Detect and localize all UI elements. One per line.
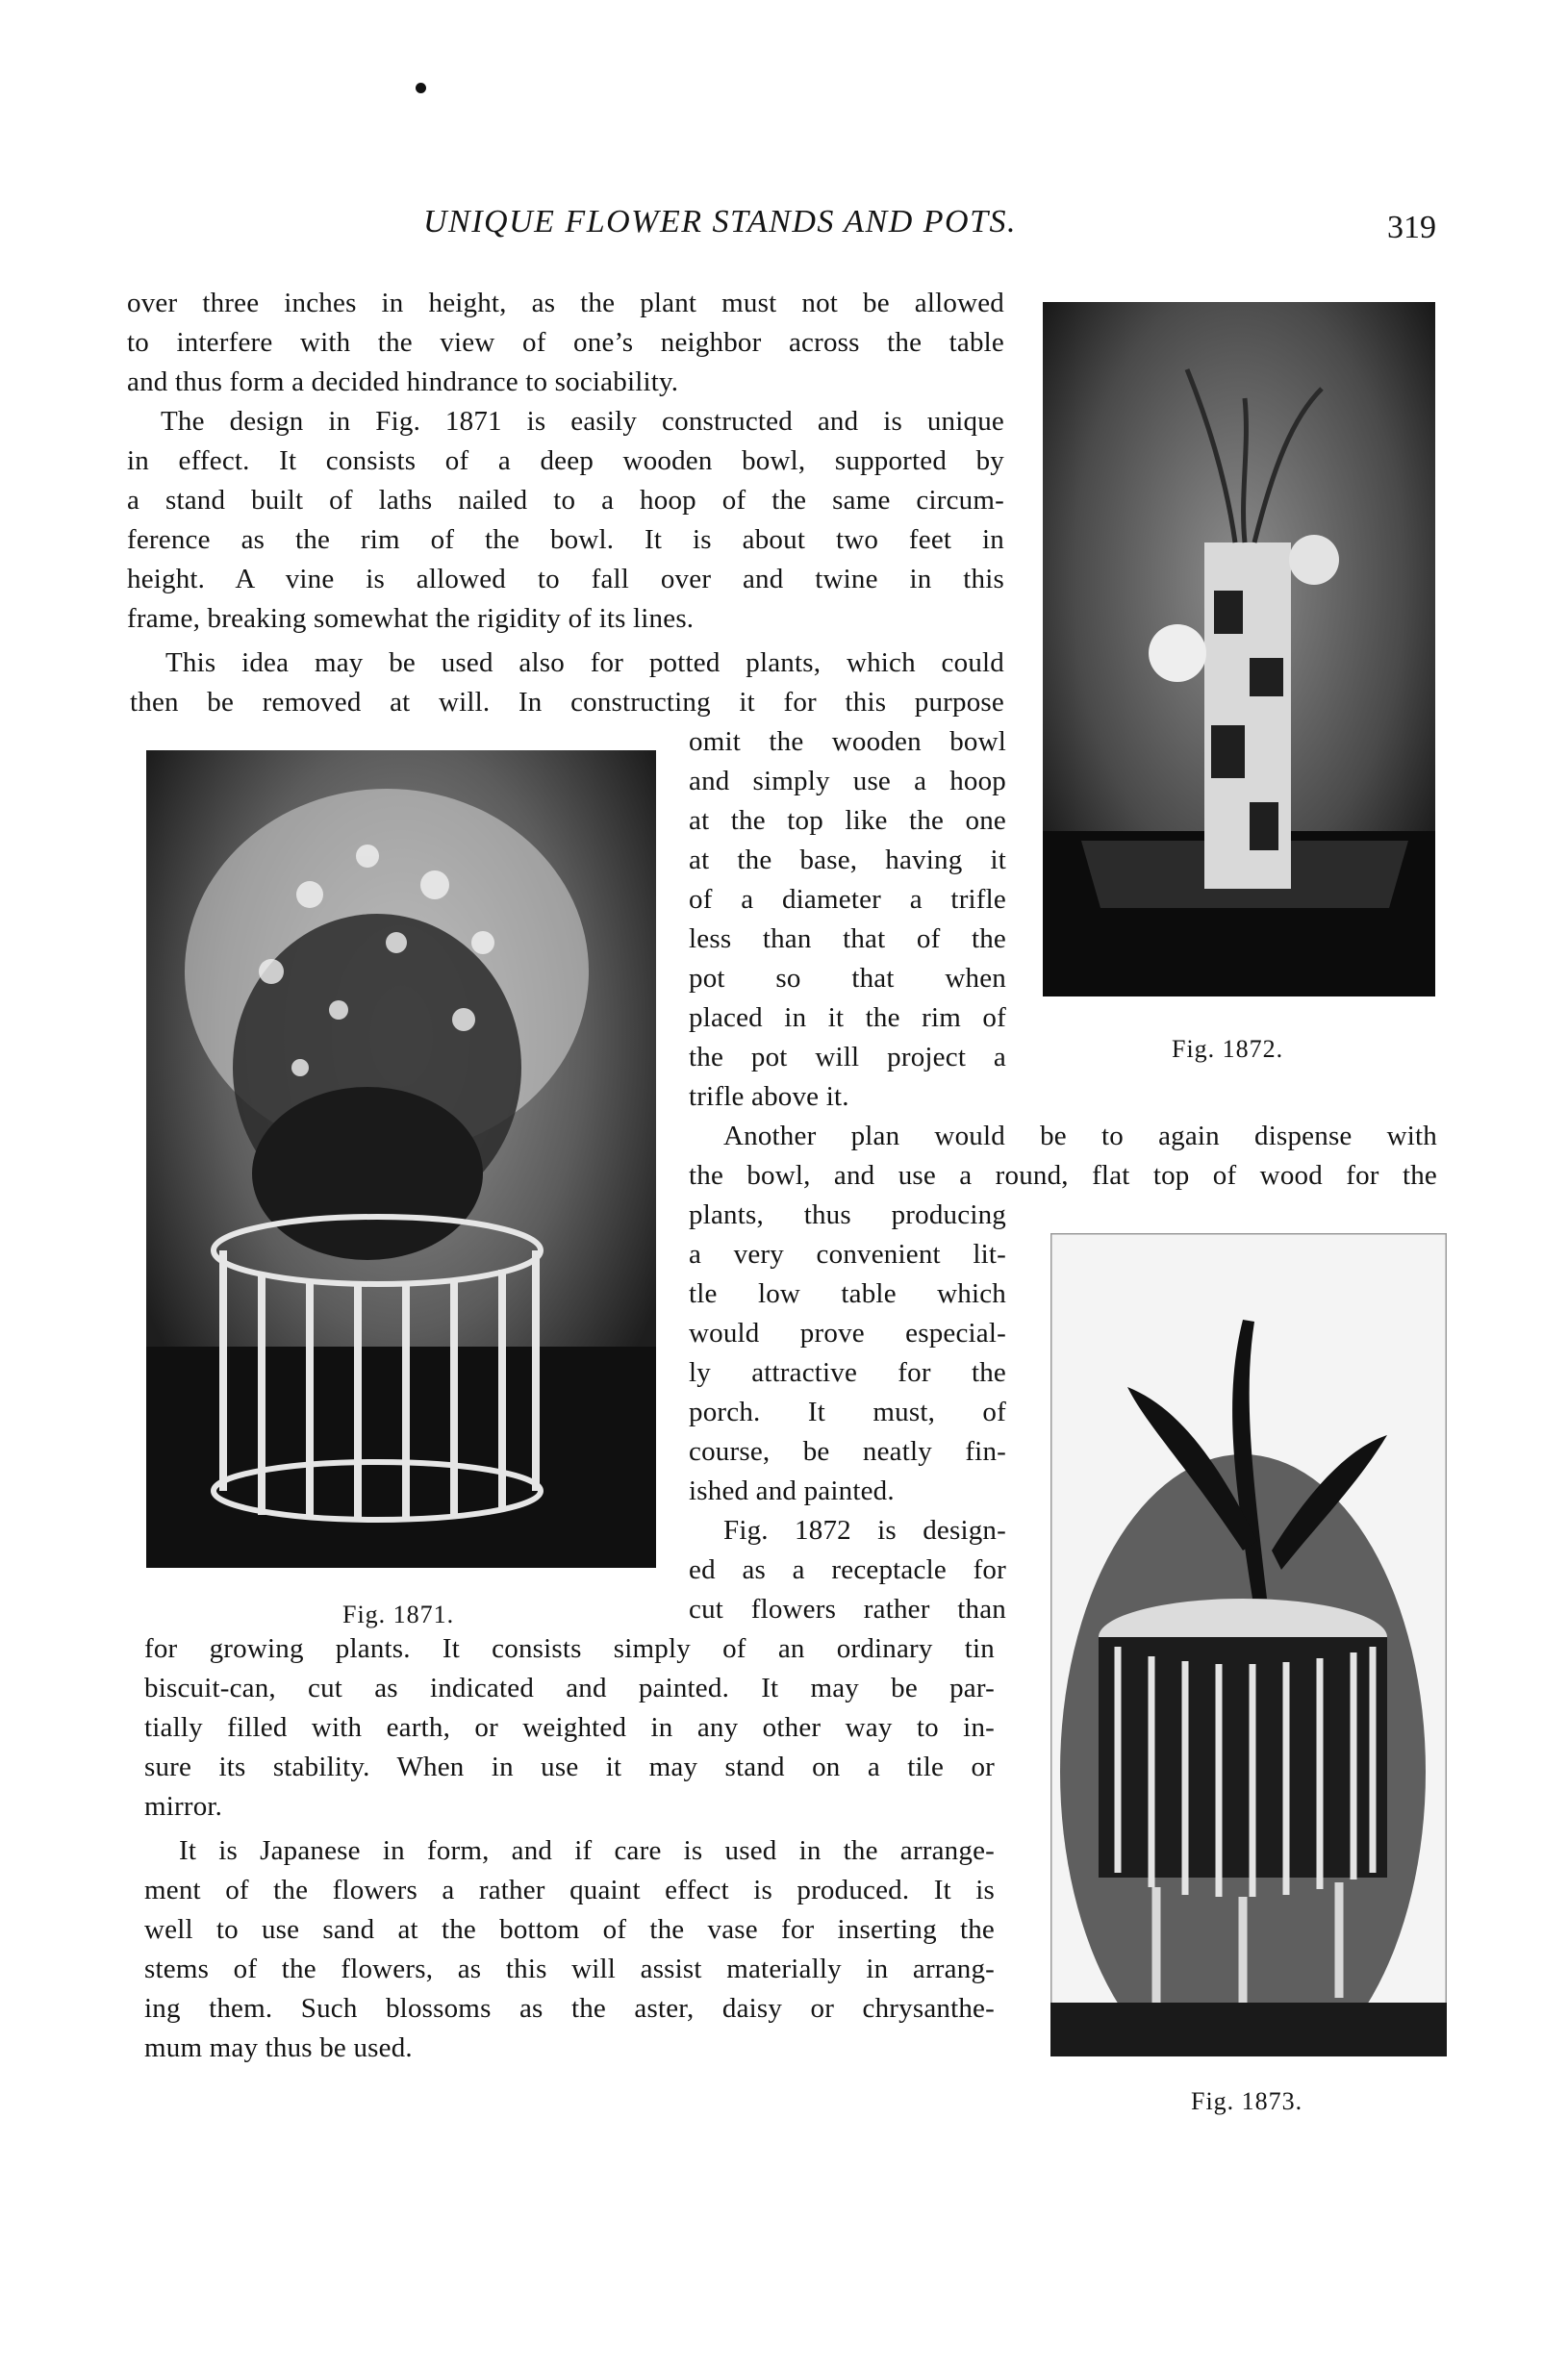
body-line: course, be neatly fin- [689,1436,1006,1467]
body-line: mirror. [144,1791,223,1822]
page-mark-dot [416,83,426,93]
figure-1872-caption: Fig. 1872. [1172,1035,1284,1063]
body-line: ished and painted. [689,1476,895,1506]
body-line: the pot will project a [689,1042,1006,1072]
body-line: placed in it the rim of [689,1002,1006,1033]
body-line: frame, breaking somewhat the rigidity of its lines. [127,603,695,634]
body-line: over three inches in height, as the plant must not be allowed [127,288,1004,318]
body-line: ed as a receptacle for [689,1554,1006,1585]
body-line: to interfere with the view of one’s neighbor across the table [127,327,1004,358]
body-line: sure its stability. When in use it may stand on a tile or [144,1752,995,1782]
body-line: then be removed at will. In constructing it for this purpose [130,687,1004,718]
body-line: would prove especial- [689,1318,1006,1349]
body-line: It is Japanese in form, and if care is used in the arrange- [179,1835,995,1866]
body-line: omit the wooden bowl [689,726,1006,757]
body-line: This idea may be used also for potted plants, which could [165,647,1004,678]
figure-1872-image [1043,302,1435,996]
body-line: ly attractive for the [689,1357,1006,1388]
body-line: for growing plants. It consists simply of an ordinary tin [144,1633,995,1664]
body-line: plants, thus producing [689,1199,1006,1230]
body-line: Fig. 1872 is design- [723,1515,1006,1546]
body-line: pot so that when [689,963,1006,994]
body-line: of a diameter a trifle [689,884,1006,915]
body-line: the bowl, and use a round, flat top of wood for the [689,1160,1437,1191]
body-line: and simply use a hoop [689,766,1006,796]
body-line: less than that of the [689,923,1006,954]
body-line: Another plan would be to again dispense with [723,1121,1437,1151]
body-line: a very convenient lit- [689,1239,1006,1270]
figure-1873-caption: Fig. 1873. [1191,2087,1303,2115]
body-line: height. A vine is allowed to fall over and twine in this [127,564,1004,594]
body-line: at the base, having it [689,845,1006,875]
body-line: well to use sand at the bottom of the vase for inserting the [144,1914,995,1945]
figure-1871-image [146,750,656,1568]
body-line: trifle above it. [689,1081,849,1112]
body-line: ing them. Such blossoms as the aster, daisy or chrysanthe- [144,1993,995,2024]
body-line: in effect. It consists of a deep wooden bowl, supported by [127,445,1004,476]
body-line: ference as the rim of the bowl. It is about two feet in [127,524,1004,555]
body-line: and thus form a decided hindrance to sociability. [127,366,679,397]
body-line: ment of the flowers a rather quaint effect is produced. It is [144,1875,995,1905]
body-line: cut flowers rather than [689,1594,1006,1625]
body-line: porch. It must, of [689,1397,1006,1427]
body-line: biscuit-can, cut as indicated and painted. It may be par- [144,1673,995,1703]
body-line: The design in Fig. 1871 is easily constructed and is unique [161,406,1004,437]
body-line: tle low table which [689,1278,1006,1309]
body-line: at the top like the one [689,805,1006,836]
body-line: tially filled with earth, or weighted in any other way to in- [144,1712,995,1743]
body-line: a stand built of laths nailed to a hoop of the same circum- [127,485,1004,516]
body-line: stems of the flowers, as this will assist materially in arrang- [144,1954,995,1984]
figure-1871-caption: Fig. 1871. [342,1601,455,1628]
page-number: 319 [1387,210,1436,245]
running-title: UNIQUE FLOWER STANDS AND POTS. [423,204,1018,240]
body-line: mum may thus be used. [144,2032,413,2063]
figure-1873-image [1050,1233,1447,2056]
